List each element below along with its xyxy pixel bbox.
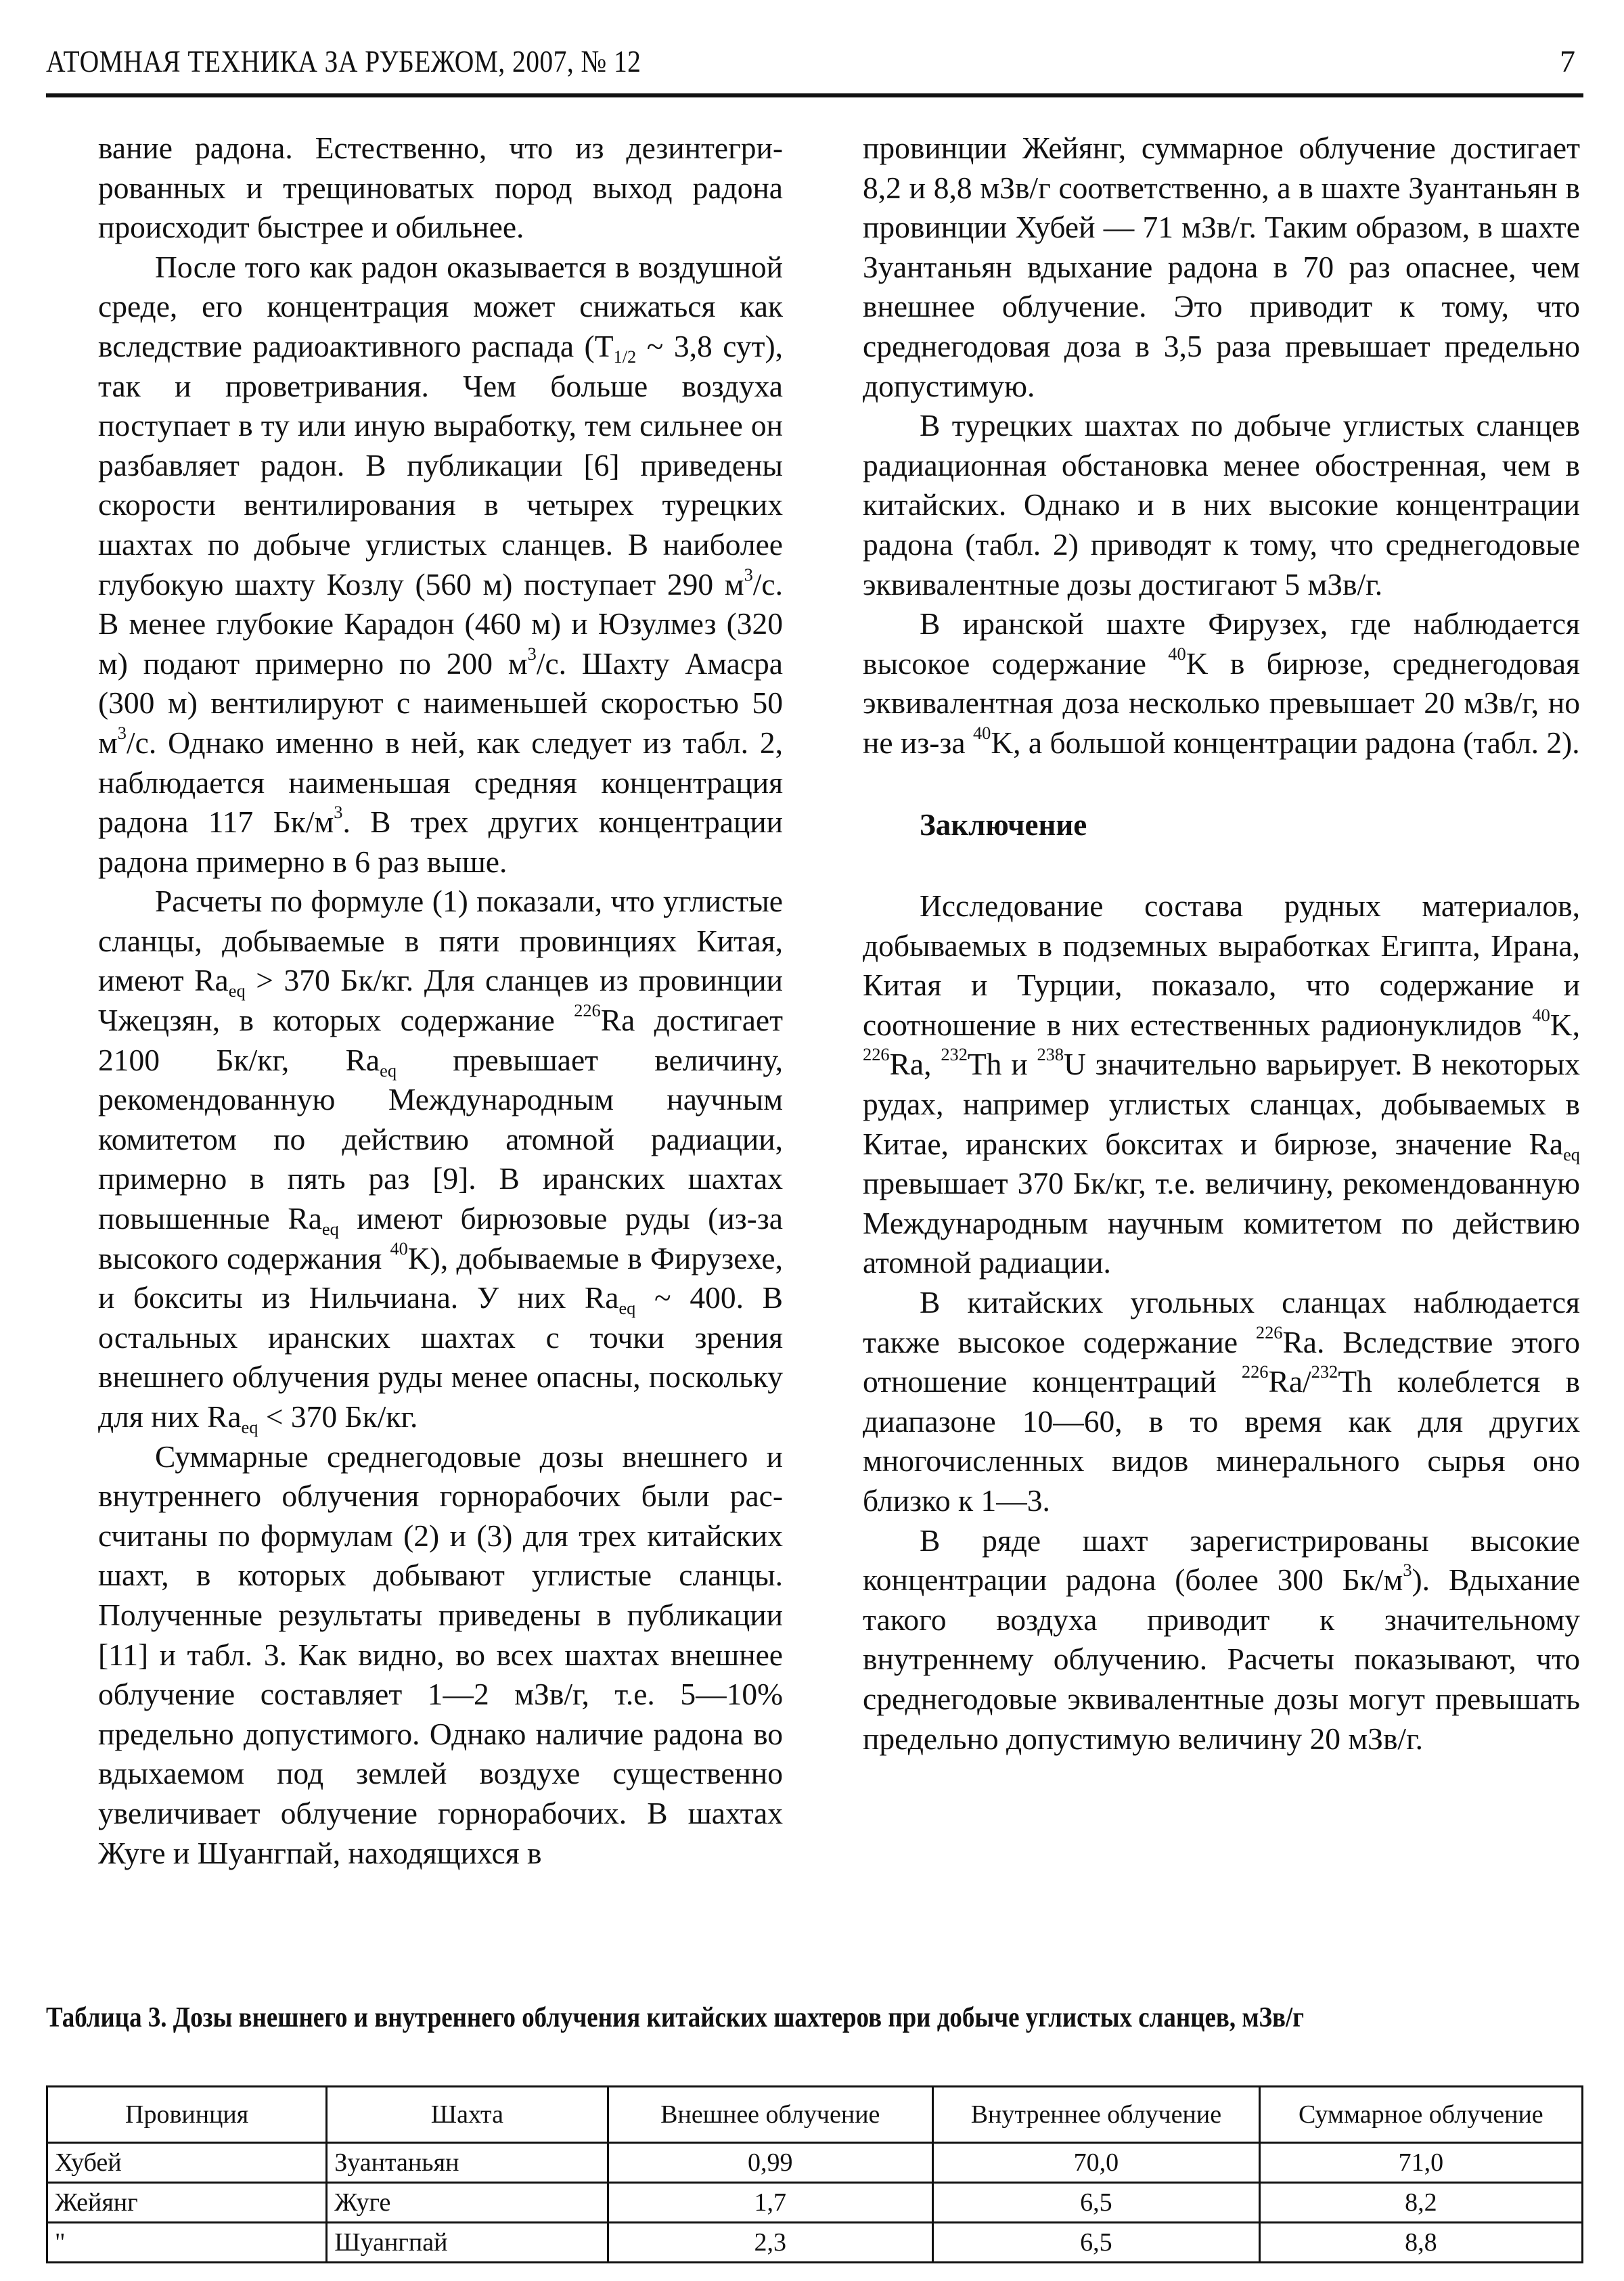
cell-external: 1,7 <box>608 2183 933 2223</box>
cell-internal: 6,5 <box>933 2223 1260 2263</box>
column-header-province: Провинция <box>47 2087 327 2143</box>
table-row <box>47 2143 1583 2183</box>
paragraph: В иранской шахте Фирузех, где наблюдается высокое содержание $^{40}$K в бирюзе, среднегодовая эквивалентная доза несколько превышает 20 мЗв/г, но не из-за $^{40}$K, а большой концентрации радона (табл. 2). <box>863 606 1580 760</box>
column-header-external: Внешнее облучение <box>608 2087 933 2143</box>
page-header <box>46 27 1583 95</box>
right-column <box>863 129 1580 1759</box>
cell-internal: 70,0 <box>933 2143 1260 2183</box>
paragraph: В ряде шахт зарегистрированы высокие концентрации радона (более 300 $Бк/м^3$). Вдыхание такого воздуха приводит к значительному внутреннему облучению. Расчеты показывают, что среднегодовые эквивалентные дозы могут превышать предельно допустимую величину 20 мЗв/г. <box>863 1522 1581 1756</box>
paragraph: провинции Жейянг, суммарное облучение достигает 8,2 и 8,8 мЗв/г соответственно, а в шахте Зуантаньян в провинции Хубей — 71 мЗв/г. Таким образом, в шахте Зуантаньян вдыхание радона в 70 раз опаснее, чем внешнее облучение. Это приводит к тому, что среднегодовая доза в 3,5 раза превышает предельно допустимую. <box>863 131 1580 403</box>
page-number: 7 <box>1560 44 1575 78</box>
cell-internal: 6,5 <box>933 2183 1260 2223</box>
dose-table <box>46 2085 1583 2263</box>
journal-title: АТОМНАЯ ТЕХНИКА ЗА РУБЕЖОМ, 2007, № 12 <box>46 44 641 78</box>
cell-mine: Шуангпай <box>327 2223 608 2263</box>
cell-external: 2,3 <box>608 2223 933 2263</box>
paragraph: После того как радон оказывается в воздушной среде, его концентрация может снижаться как вследствие радиоактивного распада ($T_{1/2}$ ~ 3,8 сут), так и проветривания. Чем больше воздуха поступает в ту или иную выработку, тем сильнее он разбавляет радон. В публикации [6] приведены скорости вентилирования в четырех турецких шахтах по добыче углистых сланцев. В наиболее глубокую шахту Козлу (560 м) поступает 290 $м^3/с$. В менее глубокие Карадон (460 м) и Юзулмез (320 м) подают примерно по 200 $м^3/с$. Шахту Амасра (300 м) вентилируют с наименьшей скоростью 50 $м^3/с$. Однако именно в ней, как следует из табл. 2, наблюдается наименьшая средняя концентрация радона 117 $Бк/м^3$. В трех других концентрации радона примерно в 6 раз выше. <box>98 249 784 879</box>
table-header-row <box>47 2087 1583 2143</box>
cell-province: Жейянг <box>47 2183 327 2223</box>
header-rule <box>46 93 1583 97</box>
section-heading: Заключение <box>920 807 1087 842</box>
paragraph: В китайских угольных сланцах наблюдается также высокое содержание $^{226}$Ra. Вследствие этого отношение концентраций $^{226}$Ra/$^{232}$Th колеблется в диапазоне 10—60, в то время как для других многочисленных видов минерального сырья оно близко к 1—3. <box>863 1285 1580 1518</box>
paragraph: В турецких шахтах по добыче углистых сланцев радиационная обстановка менее обостренная, чем в китайских. Однако и в них высокие концентрации радона (табл. 2) приводят к тому, что среднегодовые эквивалентные дозы достигают 5 мЗв/г. <box>863 408 1580 602</box>
cell-total: 8,2 <box>1259 2183 1582 2223</box>
cell-mine: Жуге <box>327 2183 608 2223</box>
paragraph: Исследование состава рудных материалов, добываемых в подземных выработках Египта, Ирана, Китая и Турции, показало, что содержание и соотношение в них естественных радионуклидов $^{40}$K, $^{226}$Ra, $^{232}$Th и $^{238}$U значительно варьирует. В некоторых рудах, например углистых сланцах, добываемых в Китае, иранских бокситах и бирюзе, значение $Ra_{eq}$ превышает 370 Бк/кг, т.е. величину, рекомендованную Международным научным комитетом по действию атомной радиации. <box>863 888 1580 1280</box>
cell-external: 0,99 <box>608 2143 933 2183</box>
cell-total: 71,0 <box>1259 2143 1582 2183</box>
cell-province: " <box>47 2223 327 2263</box>
cell-total: 8,8 <box>1259 2223 1582 2263</box>
paragraph: вание радона. Естественно, что из дезинтегрированных и трещиноватых пород выход радона происходит быстрее и обильнее. <box>98 131 783 245</box>
cell-province: Хубей <box>47 2143 327 2183</box>
cell-mine: Зуантаньян <box>327 2143 608 2183</box>
table-row <box>47 2183 1583 2223</box>
table-caption: Таблица 3. Дозы внешнего и внутреннего облучения китайских шахтеров при добыче углистых сланцев, мЗв/г <box>46 2002 1305 2033</box>
table-row <box>47 2223 1583 2263</box>
column-header-internal: Внутреннее облучение <box>933 2087 1260 2143</box>
paragraph: Суммарные среднегодовые дозы внешнего и внутреннего облучения горнорабочих были рассчитаны по формулам (2) и (3) для трех китайских шахт, в которых добывают углистые сланцы. Полученные результаты приведены в публикации [11] и табл. 3. Как видно, во всех шахтах внешнее облучение составляет 1—2 мЗв/г, т.е. 5—10% предельно допустимого. Однако наличие радона во вдыхаемом под землей воздухе существенно увеличивает облучение горнорабочих. В шахтах Жуге и Шуангпай, находящихся в <box>98 1439 783 1870</box>
column-header-total: Суммарное облучение <box>1259 2087 1582 2143</box>
left-column <box>98 129 783 1873</box>
paragraph: Расчеты по формуле (1) показали, что углистые сланцы, добываемые в пяти провинциях Китая, имеют $Ra_{eq} > 370$ Бк/кг. Для сланцев из провинции Чжецзян, в которых содержание $^{226}$Ra достигает 2100 Бк/кг, $Ra_{eq}$ превышает величину, рекомендованную Международным научным комитетом по действию атомной радиации, примерно в пять раз [9]. В иранских шахтах повышенные $Ra_{eq}$ имеют бирюзовые руды (из-за высокого содержания $^{40}$K), добываемые в Фирузехе, и бокситы из Нильчиана. У них $Ra_{eq}$ ~ 400. В остальных иранских шахтах с точки зрения внешнего облучения руды менее опасны, поскольку для них $Ra_{eq} < 370$ Бк/кг. <box>98 884 784 1438</box>
column-header-mine: Шахта <box>327 2087 608 2143</box>
